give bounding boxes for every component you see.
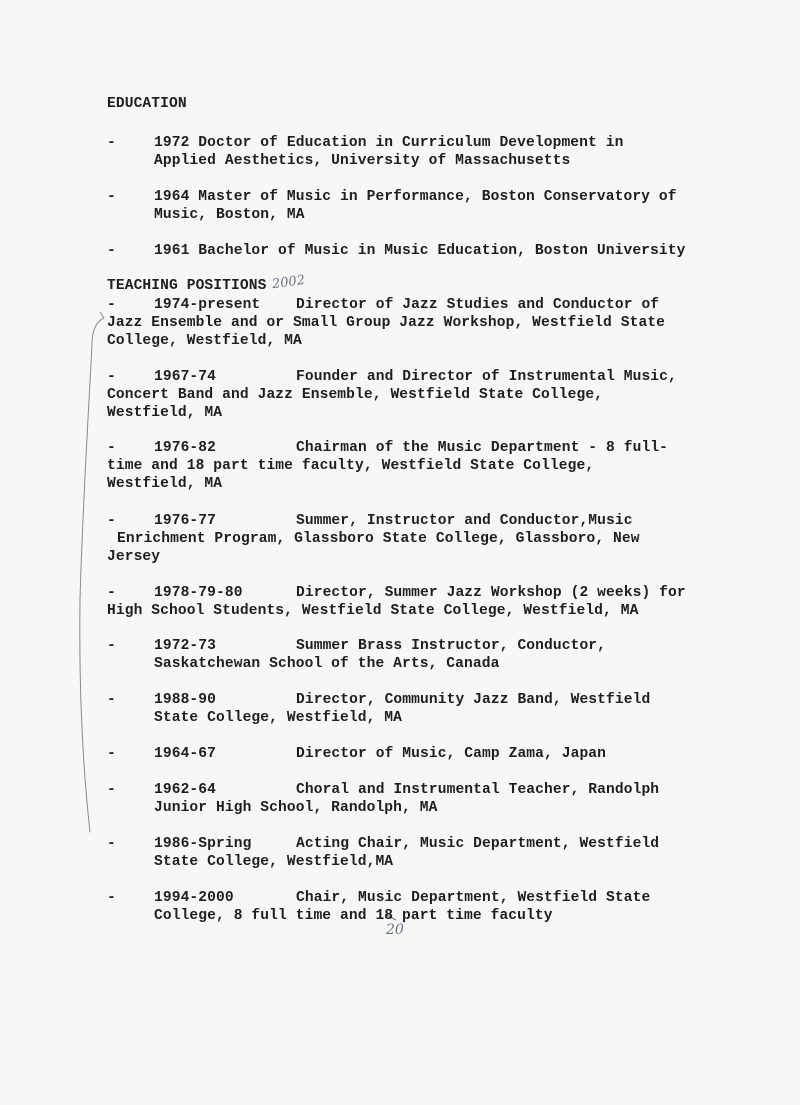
education-bachelors-line: 1961 Bachelor of Music in Music Education, Boston University (154, 243, 686, 259)
position-title-line-1: Founder and Director of Instrumental Music, (296, 369, 677, 385)
education-heading: EDUCATION (107, 96, 187, 112)
teaching-heading: TEACHING POSITIONS (107, 278, 267, 294)
position-title-line-2: High School Students, Westfield State College, Westfield, MA (107, 603, 639, 619)
position-dash: - (107, 782, 116, 798)
position-years: 1974-present (154, 297, 261, 313)
handwritten-year-note: 2002 (271, 272, 306, 293)
position-title-line-1: Summer, Instructor and Conductor,Music (296, 513, 633, 529)
position-dash: - (107, 440, 116, 456)
position-title-line-3: Westfield, MA (107, 405, 223, 421)
position-title-line-1: Chair, Music Department, Westfield State (296, 890, 651, 906)
position-title-line-2: Enrichment Program, Glassboro State College, Glassboro, New (117, 531, 640, 547)
position-title-line-2: State College, Westfield,MA (154, 854, 394, 870)
position-years: 1988-90 (154, 692, 217, 708)
position-dash: - (107, 692, 116, 708)
position-title-line-1: Choral and Instrumental Teacher, Randolph (296, 782, 660, 798)
position-title-line-2: Saskatchewan School of the Arts, Canada (154, 656, 500, 672)
position-title-line-1: Director of Jazz Studies and Conductor of (296, 297, 660, 313)
position-title-line-1: Summer Brass Instructor, Conductor, (296, 638, 607, 654)
position-title-line-2: State College, Westfield, MA (154, 710, 403, 726)
handwritten-faculty-note: 20 (386, 922, 404, 938)
education-dash: - (107, 189, 116, 205)
education-doctorate-line-2: Applied Aesthetics, University of Massachusetts (154, 153, 571, 169)
position-dash: - (107, 297, 116, 313)
position-years: 1976-82 (154, 440, 217, 456)
education-dash: - (107, 243, 116, 259)
position-years: 1994-2000 (154, 890, 234, 906)
position-title-line-1: Director, Summer Jazz Workshop (2 weeks) for (296, 585, 686, 601)
position-title-line-2: time and 18 part time faculty, Westfield State College, (107, 458, 595, 474)
position-years: 1976-77 (154, 513, 217, 529)
education-masters-line-1: 1964 Master of Music in Performance, Boston Conservatory of (154, 189, 677, 205)
position-years: 1978-79-80 (154, 585, 243, 601)
position-dash: - (107, 638, 116, 654)
education-masters-line-2: Music, Boston, MA (154, 207, 305, 223)
position-dash: - (107, 836, 116, 852)
position-dash: - (107, 513, 116, 529)
position-title-line-1: Director of Music, Camp Zama, Japan (296, 746, 607, 762)
position-title-line-2: Junior High School, Randolph, MA (154, 800, 438, 816)
position-title-line-3: College, Westfield, MA (107, 333, 302, 349)
position-title-line-3: Westfield, MA (107, 476, 223, 492)
education-doctorate-line-1: 1972 Doctor of Education in Curriculum Development in (154, 135, 624, 151)
position-title-line-2: Concert Band and Jazz Ensemble, Westfield State College, (107, 387, 604, 403)
education-dash: - (107, 135, 116, 151)
position-dash: - (107, 585, 116, 601)
position-years: 1967-74 (154, 369, 217, 385)
position-title-line-1: Director, Community Jazz Band, Westfield (296, 692, 651, 708)
position-title-line-2: College, 8 full time and 18 part time faculty (154, 908, 553, 924)
position-dash: - (107, 369, 116, 385)
position-title-line-1: Acting Chair, Music Department, Westfield (296, 836, 660, 852)
position-years: 1972-73 (154, 638, 217, 654)
position-years: 1964-67 (154, 746, 217, 762)
position-title-line-3: Jersey (107, 549, 161, 565)
position-dash: - (107, 890, 116, 906)
position-years: 1986-Spring (154, 836, 252, 852)
position-title-line-2: Jazz Ensemble and or Small Group Jazz Workshop, Westfield State (107, 315, 666, 331)
position-dash: - (107, 746, 116, 762)
position-title-line-1: Chairman of the Music Department - 8 full- (296, 440, 669, 456)
position-years: 1962-64 (154, 782, 217, 798)
